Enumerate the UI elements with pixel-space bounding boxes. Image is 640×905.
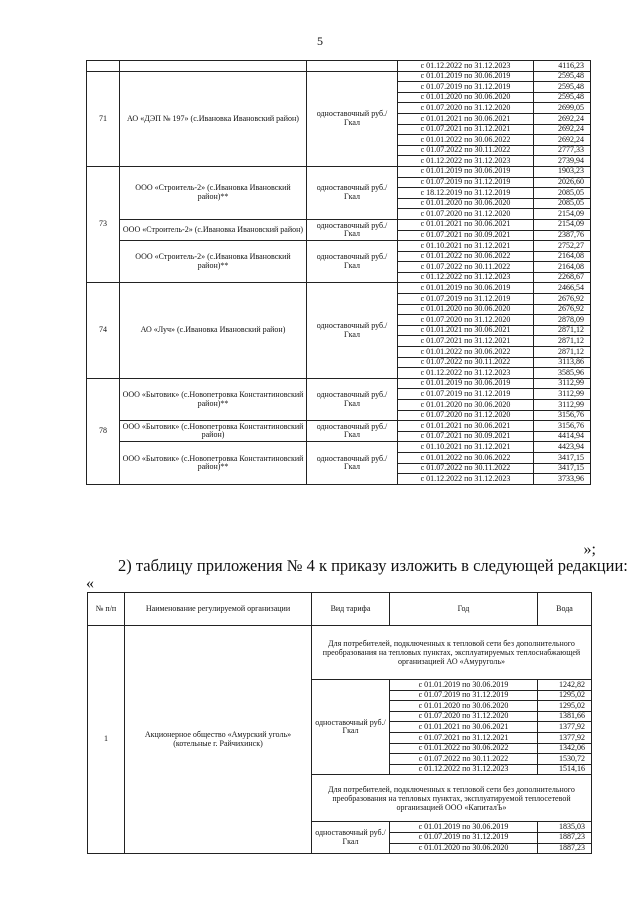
table-row [87, 219, 591, 230]
period-cell: с 01.07.2019 по 31.12.2019 [398, 294, 534, 305]
section-note: Для потребителей, подключенных к тепловой сети без дополнительного преобразования на тепловых пунктах, эксплуатируемых теплоснабжающей организацией АО «Амуруголь» [312, 626, 592, 680]
period-cell: с 01.01.2019 по 30.06.2019 [398, 283, 534, 294]
period-cell: с 01.01.2020 по 30.06.2020 [390, 701, 538, 712]
section-note: Для потребителей, подключенных к тепловой сети без дополнительного преобразования на тепловых пунктах, эксплуатируемой теплосетевой организацией ООО «КапиталЪ» [312, 775, 592, 822]
value-cell: 2154,09 [534, 219, 591, 230]
period-cell: с 01.01.2019 по 30.06.2019 [390, 680, 538, 691]
row-number: 73 [87, 166, 120, 283]
value-cell: 2026,60 [534, 177, 591, 188]
value-cell: 1295,02 [538, 690, 592, 701]
tariff-type: одноставочный руб./Гкал [307, 421, 398, 442]
header-value: Вода [538, 593, 592, 626]
period-cell: с 01.01.2020 по 30.06.2020 [390, 843, 538, 854]
value-cell: 2777,33 [534, 145, 591, 156]
value-cell: 1514,16 [538, 764, 592, 775]
organization-name: АО «ДЭП № 197» (с.Ивановка Ивановский район) [120, 71, 307, 166]
period-cell: с 01.07.2021 по 31.12.2021 [398, 124, 534, 135]
period-cell: с 01.07.2019 по 31.12.2019 [398, 82, 534, 93]
period-cell: с 01.12.2022 по 31.12.2023 [398, 61, 534, 72]
table-row [87, 283, 591, 294]
value-cell: 3156,76 [534, 421, 591, 432]
value-cell: 2268,67 [534, 272, 591, 283]
table-row [87, 61, 591, 72]
value-cell: 1530,72 [538, 754, 592, 765]
table-row [87, 378, 591, 389]
value-cell: 4414,94 [534, 431, 591, 442]
value-cell: 1342,06 [538, 743, 592, 754]
period-cell: с 01.07.2021 по 30.09.2021 [398, 230, 534, 241]
period-cell: с 01.07.2022 по 30.11.2022 [390, 754, 538, 765]
num-cell [87, 61, 120, 72]
value-cell: 1903,23 [534, 166, 591, 177]
period-cell: с 01.12.2022 по 31.12.2023 [398, 272, 534, 283]
table-row [87, 71, 591, 82]
value-cell: 4116,23 [534, 61, 591, 72]
value-cell: 2676,92 [534, 294, 591, 305]
organization-name: ООО «Строитель-2» (с.Ивановка Ивановский район)** [120, 241, 307, 283]
organization-name: ООО «Бытовик» (с.Новопетровка Константиновский район)** [120, 442, 307, 484]
value-cell: 3113,86 [534, 357, 591, 368]
value-cell: 2085,05 [534, 198, 591, 209]
period-cell: с 01.01.2022 по 30.06.2022 [398, 135, 534, 146]
period-cell: с 01.07.2021 по 30.09.2021 [398, 431, 534, 442]
period-cell: с 01.07.2022 по 30.11.2022 [398, 145, 534, 156]
value-cell: 2085,05 [534, 188, 591, 199]
value-cell: 2692,24 [534, 135, 591, 146]
period-cell: с 01.07.2022 по 30.11.2022 [398, 463, 534, 474]
period-cell: с 01.01.2022 по 30.06.2022 [390, 743, 538, 754]
period-cell: с 01.07.2019 по 31.12.2019 [390, 690, 538, 701]
period-cell: с 01.07.2021 по 31.12.2021 [390, 732, 538, 743]
row-number: 74 [87, 283, 120, 378]
period-cell: с 01.07.2020 по 31.12.2020 [398, 103, 534, 114]
period-cell: с 01.01.2021 по 30.06.2021 [390, 722, 538, 733]
value-cell: 1242,82 [538, 680, 592, 691]
tariff-table-continued [86, 60, 591, 485]
period-cell: с 01.01.2020 по 30.06.2020 [398, 304, 534, 315]
value-cell: 3156,76 [534, 410, 591, 421]
value-cell: 2164,08 [534, 251, 591, 262]
period-cell: с 01.07.2019 по 31.12.2019 [398, 177, 534, 188]
period-cell: с 01.07.2019 по 31.12.2019 [398, 389, 534, 400]
value-cell: 1887,23 [538, 843, 592, 854]
value-cell: 3417,15 [534, 463, 591, 474]
organization-name: ООО «Строитель-2» (с.Ивановка Ивановский район) [120, 219, 307, 240]
period-cell: с 01.01.2022 по 30.06.2022 [398, 251, 534, 262]
row-number: 71 [87, 71, 120, 166]
tariff-type: одноставочный руб./Гкал [307, 166, 398, 219]
value-cell: 2676,92 [534, 304, 591, 315]
period-cell: с 01.07.2020 по 31.12.2020 [398, 315, 534, 326]
period-cell: с 01.12.2022 по 31.12.2023 [398, 156, 534, 167]
tariff-type: одноставочный руб./Гкал [307, 241, 398, 283]
value-cell: 2387,76 [534, 230, 591, 241]
period-cell: с 01.01.2020 по 30.06.2020 [398, 198, 534, 209]
period-cell: с 01.01.2021 по 30.06.2021 [398, 421, 534, 432]
amendment-sentence: 2) таблицу приложения № 4 к приказу изложить в следующей редакции: [118, 556, 628, 575]
value-cell: 4423,94 [534, 442, 591, 453]
period-cell: с 01.01.2020 по 30.06.2020 [398, 92, 534, 103]
period-cell: с 01.12.2022 по 31.12.2023 [398, 474, 534, 485]
table-row [87, 442, 591, 453]
table-row [87, 421, 591, 432]
page-number: 5 [317, 34, 323, 48]
tariff-type: одноставочный руб./Гкал [307, 378, 398, 420]
value-cell: 2878,09 [534, 315, 591, 326]
period-cell: с 01.01.2019 по 30.06.2019 [398, 166, 534, 177]
value-cell: 3112,99 [534, 378, 591, 389]
header-org: Наименование регулируемой организации [125, 593, 312, 626]
header-num: № п/п [88, 593, 125, 626]
value-cell: 3733,96 [534, 474, 591, 485]
period-cell: с 01.07.2021 по 31.12.2021 [398, 336, 534, 347]
tariff-type: одноставочный руб./Гкал [307, 442, 398, 484]
value-cell: 1887,23 [538, 832, 592, 843]
period-cell: с 18.12.2019 по 31.12.2019 [398, 188, 534, 199]
value-cell: 3112,99 [534, 389, 591, 400]
period-cell: с 01.07.2022 по 30.11.2022 [398, 262, 534, 273]
value-cell: 2595,48 [534, 82, 591, 93]
organization-name: ООО «Бытовик» (с.Новопетровка Константиновский район) [120, 421, 307, 442]
period-cell: с 01.10.2021 по 31.12.2021 [398, 241, 534, 252]
organization-name: ООО «Строитель-2» (с.Ивановка Ивановский район)** [120, 166, 307, 219]
value-cell: 2739,94 [534, 156, 591, 167]
value-cell: 1377,92 [538, 722, 592, 733]
tariff-type: одноставочный руб./Гкал [307, 71, 398, 166]
value-cell: 2871,12 [534, 336, 591, 347]
period-cell: с 01.07.2019 по 31.12.2019 [390, 832, 538, 843]
period-cell: с 01.01.2021 по 30.06.2021 [398, 113, 534, 124]
value-cell: 1835,03 [538, 822, 592, 833]
period-cell: с 01.07.2020 по 31.12.2020 [398, 410, 534, 421]
period-cell: с 01.01.2021 по 30.06.2021 [398, 325, 534, 336]
value-cell: 2595,48 [534, 71, 591, 82]
value-cell: 3585,96 [534, 368, 591, 379]
value-cell: 2466,54 [534, 283, 591, 294]
value-cell: 2164,08 [534, 262, 591, 273]
organization-name: АО «Луч» (с.Ивановка Ивановский район) [120, 283, 307, 378]
tariff-type: одноставочный руб./Гкал [312, 822, 390, 854]
value-cell: 1377,92 [538, 732, 592, 743]
appendix-4-table [87, 592, 592, 854]
period-cell: с 01.07.2022 по 30.11.2022 [398, 357, 534, 368]
period-cell: с 01.01.2019 по 30.06.2019 [390, 822, 538, 833]
value-cell: 2154,09 [534, 209, 591, 220]
value-cell: 2752,27 [534, 241, 591, 252]
value-cell: 1295,02 [538, 701, 592, 712]
opening-quote: « [86, 575, 94, 592]
header-tariff: Вид тарифа [312, 593, 390, 626]
period-cell: с 01.01.2019 по 30.06.2019 [398, 378, 534, 389]
row-number: 1 [88, 626, 125, 854]
period-cell: с 01.07.2020 по 31.12.2020 [398, 209, 534, 220]
table-row [87, 166, 591, 177]
period-cell: с 01.10.2021 по 31.12.2021 [398, 442, 534, 453]
tariff-type: одноставочный руб./Гкал [307, 283, 398, 378]
tariff-type: одноставочный руб./Гкал [312, 680, 390, 775]
tariff-cell [307, 61, 398, 72]
period-cell: с 01.01.2021 по 30.06.2021 [398, 219, 534, 230]
value-cell: 2871,12 [534, 325, 591, 336]
value-cell: 2699,05 [534, 103, 591, 114]
value-cell: 2692,24 [534, 124, 591, 135]
table-row [87, 241, 591, 252]
row-number: 78 [87, 378, 120, 484]
period-cell: с 01.12.2022 по 31.12.2023 [390, 764, 538, 775]
value-cell: 1381,66 [538, 711, 592, 722]
period-cell: с 01.01.2019 по 30.06.2019 [398, 71, 534, 82]
table-row [88, 626, 592, 680]
value-cell: 2692,24 [534, 113, 591, 124]
organization-name: ООО «Бытовик» (с.Новопетровка Константиновский район)** [120, 378, 307, 420]
tariff-type: одноставочный руб./Гкал [307, 219, 398, 240]
period-cell: с 01.07.2020 по 31.12.2020 [390, 711, 538, 722]
value-cell: 3112,99 [534, 400, 591, 411]
header-period: Год [390, 593, 538, 626]
value-cell: 3417,15 [534, 452, 591, 463]
period-cell: с 01.01.2020 по 30.06.2020 [398, 400, 534, 411]
org-cell [120, 61, 307, 72]
period-cell: с 01.01.2022 по 30.06.2022 [398, 452, 534, 463]
period-cell: с 01.12.2022 по 31.12.2023 [398, 368, 534, 379]
value-cell: 2595,48 [534, 92, 591, 103]
value-cell: 2871,12 [534, 347, 591, 358]
organization-name: Акционерное общество «Амурский уголь» (котельные г. Райчихинск) [125, 626, 312, 854]
closing-quote: »; [583, 541, 596, 558]
period-cell: с 01.01.2022 по 30.06.2022 [398, 347, 534, 358]
